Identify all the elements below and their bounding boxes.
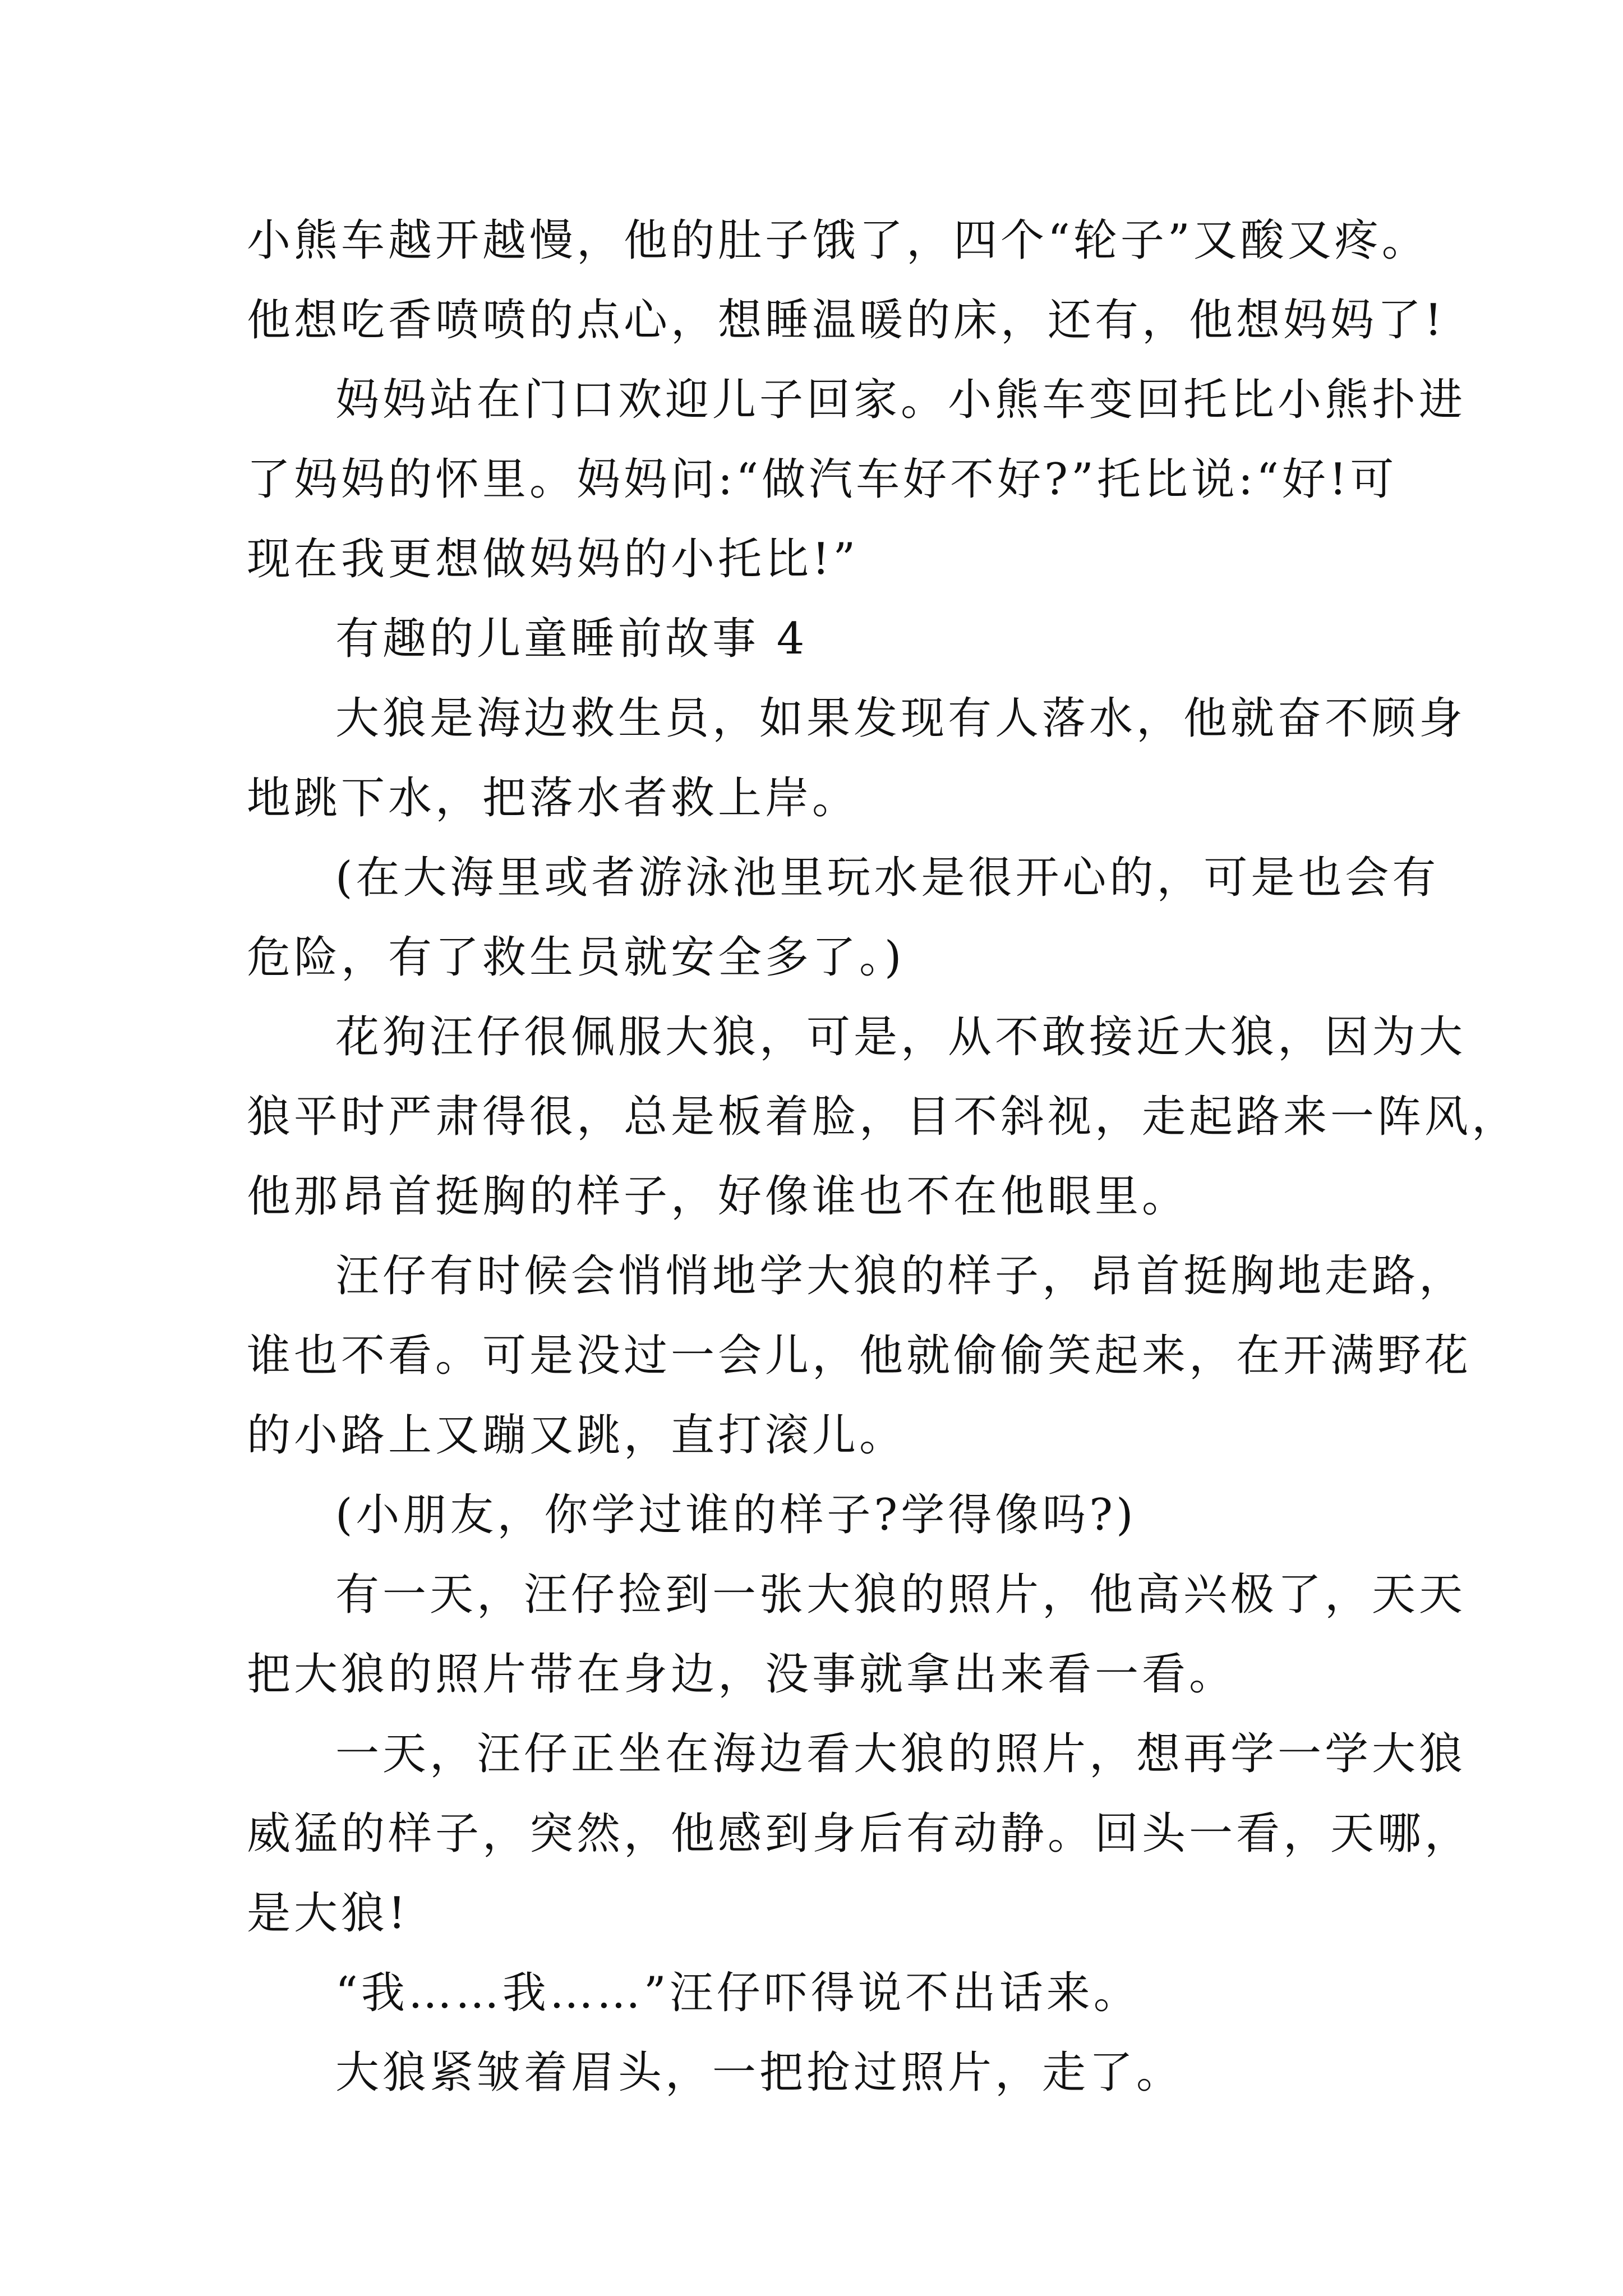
text-line: 了妈妈的怀里。妈妈问:“做汽车好不好?”托比说:“好!可 bbox=[247, 454, 1398, 505]
text-line: 有一天，汪仔捡到一张大狼的照片，他高兴极了，天天 bbox=[335, 1570, 1467, 1620]
text-line: 谁也不看。可是没过一会儿，他就偷偷笑起来，在开满野花 bbox=[247, 1331, 1472, 1381]
text-line: 大狼紧皱着眉头，一把抢过照片，走了。 bbox=[335, 2047, 1184, 2098]
text-line: 他想吃香喷喷的点心，想睡温暖的床，还有，他想妈妈了! bbox=[247, 295, 1446, 346]
text-line: 狼平时严肃得很，总是板着脸，目不斜视，走起路来一阵风， bbox=[247, 1092, 1519, 1142]
text-line: 他那昂首挺胸的样子，好像谁也不在他眼里。 bbox=[247, 1171, 1189, 1222]
text-line: (在大海里或者游泳池里玩水是很开心的，可是也会有 bbox=[335, 853, 1440, 903]
text-line: (小朋友，你学过谁的样子?学得像吗?) bbox=[335, 1490, 1137, 1540]
text-line: 妈妈站在门口欢迎儿子回家。小熊车变回托比小熊扑进 bbox=[335, 375, 1467, 425]
text-line: 汪仔有时候会悄悄地学大狼的样子，昂首挺胸地走路， bbox=[335, 1251, 1467, 1301]
story-text bbox=[247, 201, 1519, 2113]
text-line: 一天，汪仔正坐在海边看大狼的照片，想再学一学大狼 bbox=[335, 1729, 1467, 1779]
text-line: 大狼是海边救生员，如果发现有人落水，他就奋不顾身 bbox=[335, 693, 1467, 744]
text-line: 危险，有了救生员就安全多了。) bbox=[247, 932, 905, 983]
text-line: 地跳下水，把落水者救上岸。 bbox=[247, 773, 860, 823]
text-line: 现在我更想做妈妈的小托比!” bbox=[247, 534, 859, 585]
text-line: 是大狼! bbox=[247, 1888, 409, 1939]
text-line: 威猛的样子，突然，他感到身后有动静。回头一看，天哪， bbox=[247, 1809, 1472, 1859]
text-line: 花狗汪仔很佩服大狼，可是，从不敢接近大狼，因为大 bbox=[335, 1012, 1467, 1062]
section-heading: 有趣的儿童睡前故事 4 bbox=[335, 614, 808, 664]
text-line: “我……我……”汪仔吓得说不出话来。 bbox=[335, 1968, 1141, 2018]
text-line: 的小路上又蹦又跳，直打滚儿。 bbox=[247, 1410, 907, 1461]
text-line: 把大狼的照片带在身边，没事就拿出来看一看。 bbox=[247, 1649, 1237, 1700]
text-line: 小熊车越开越慢，他的肚子饿了，四个“轮子”又酸又疼。 bbox=[247, 215, 1429, 266]
